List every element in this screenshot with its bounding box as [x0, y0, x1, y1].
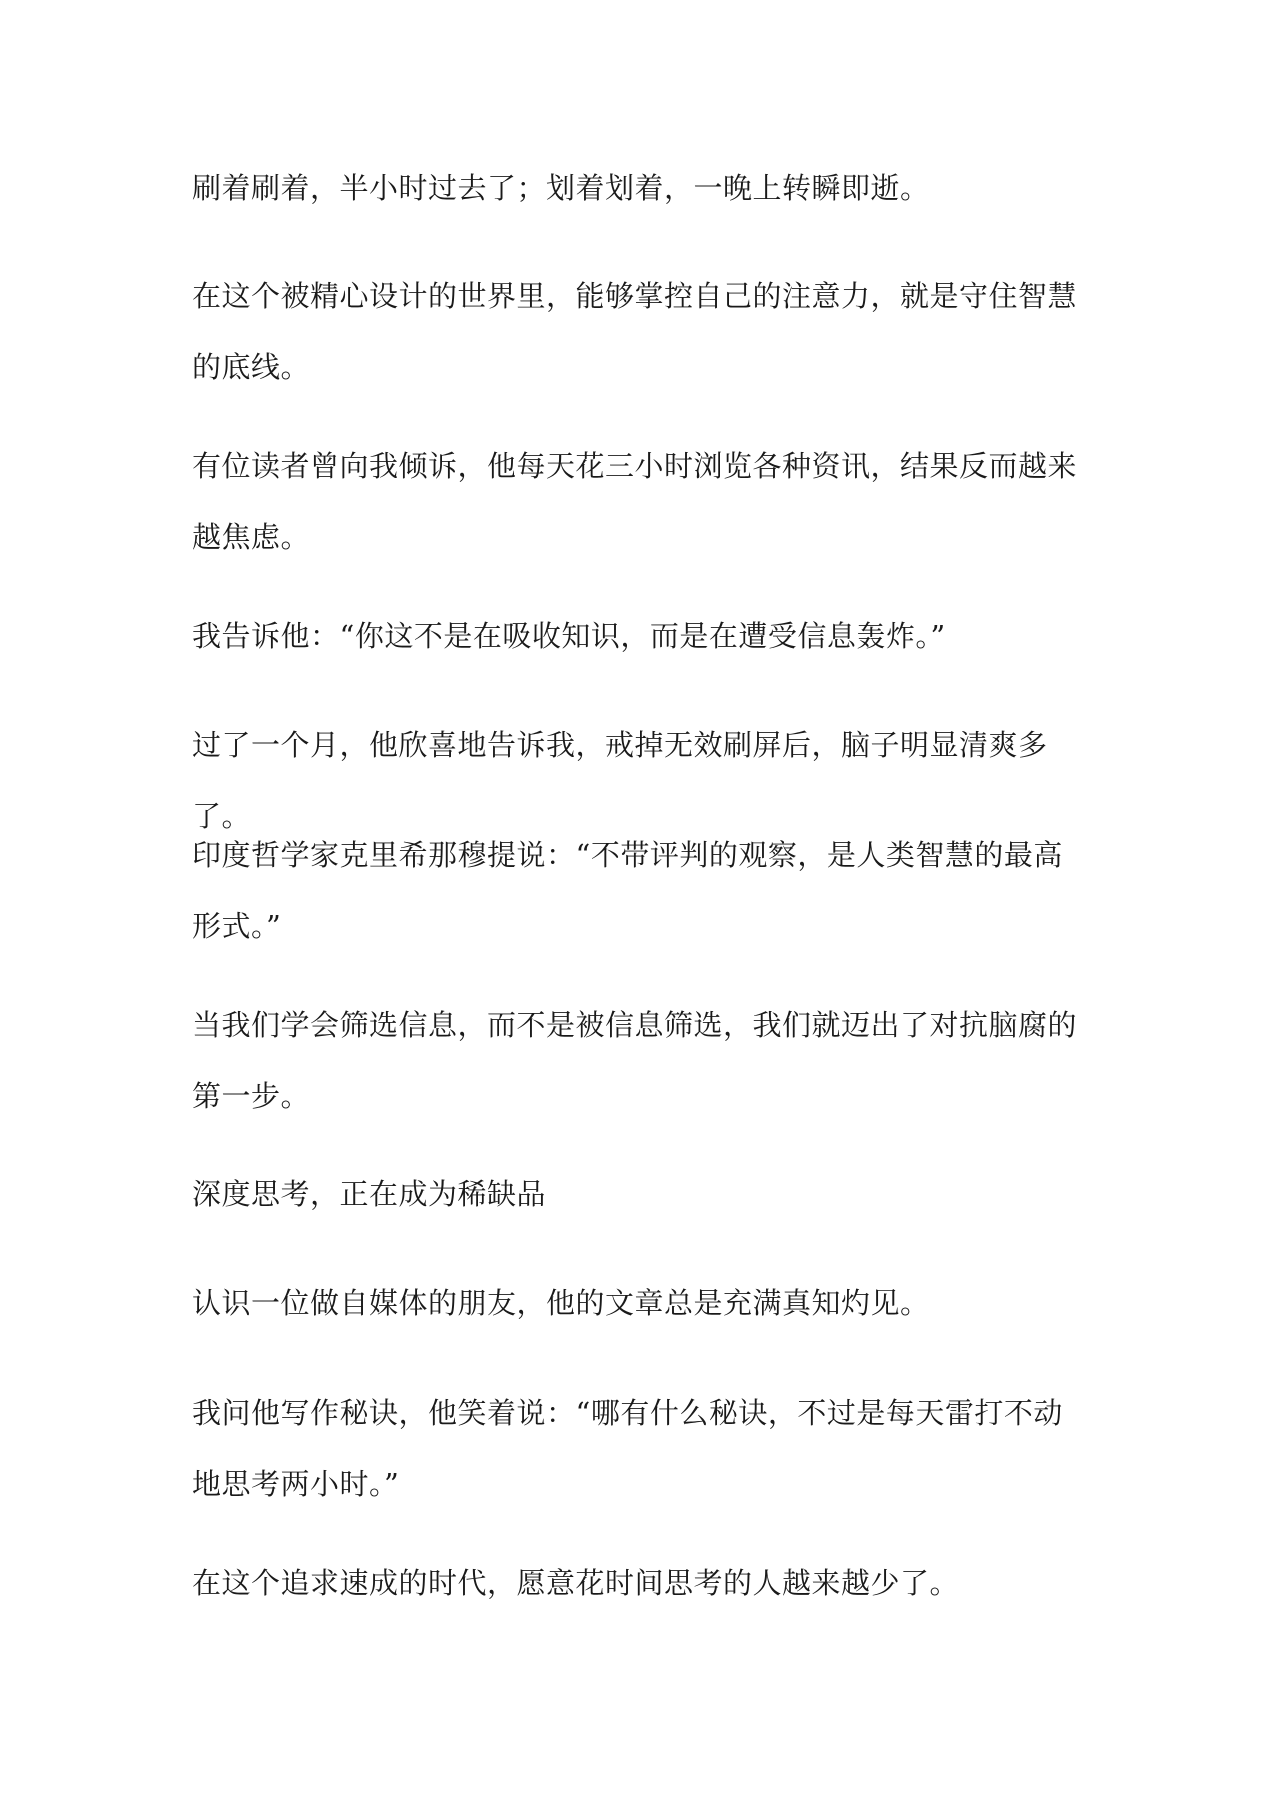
- paragraph-line: 我问他写作秘诀，他笑着说：“哪有什么秘诀，不过是每天雷打不动: [192, 1396, 1063, 1430]
- paragraph: [192, 1268, 1092, 1339]
- paragraph-line: 第一步。: [192, 1079, 311, 1113]
- section-heading: [192, 1159, 1092, 1230]
- paragraph: [192, 1548, 1092, 1619]
- paragraph-line: 的底线。: [192, 350, 311, 384]
- paragraph-line: 在这个被精心设计的世界里，能够掌控自己的注意力，就是守住智慧: [192, 279, 1078, 313]
- paragraph: [192, 1378, 1092, 1520]
- paragraph-line: 当我们学会筛选信息，而不是被信息筛选，我们就迈出了对抗脑腐的: [192, 1008, 1078, 1042]
- paragraph-line: 越焦虑。: [192, 520, 311, 554]
- paragraph-line: 在这个追求速成的时代，愿意花时间思考的人越来越少了。: [192, 1566, 960, 1600]
- paragraph-line: 印度哲学家克里希那穆提说：“不带评判的观察，是人类智慧的最高: [192, 838, 1063, 872]
- paragraph: [192, 990, 1092, 1132]
- paragraph: [192, 431, 1092, 573]
- paragraph: [192, 820, 1092, 962]
- paragraph-line: 地思考两小时。”: [192, 1467, 400, 1501]
- paragraph: [192, 153, 1092, 224]
- paragraph-line: 刷着刷着，半小时过去了；划着划着，一晚上转瞬即逝。: [192, 171, 930, 205]
- paragraph: [192, 601, 1092, 672]
- paragraph-line: 过了一个月，他欣喜地告诉我，戒掉无效刷屏后，脑子明显清爽多了。: [192, 728, 1048, 833]
- paragraph-line: 形式。”: [192, 909, 282, 943]
- paragraph-line: 深度思考，正在成为稀缺品: [192, 1177, 547, 1211]
- paragraph: [192, 261, 1092, 403]
- paragraph-line: 我告诉他：“你这不是在吸收知识，而是在遭受信息轰炸。”: [192, 619, 946, 653]
- paragraph-line: 有位读者曾向我倾诉，他每天花三小时浏览各种资讯，结果反而越来: [192, 449, 1078, 483]
- paragraph-line: 认识一位做自媒体的朋友，他的文章总是充满真知灼见。: [192, 1286, 930, 1320]
